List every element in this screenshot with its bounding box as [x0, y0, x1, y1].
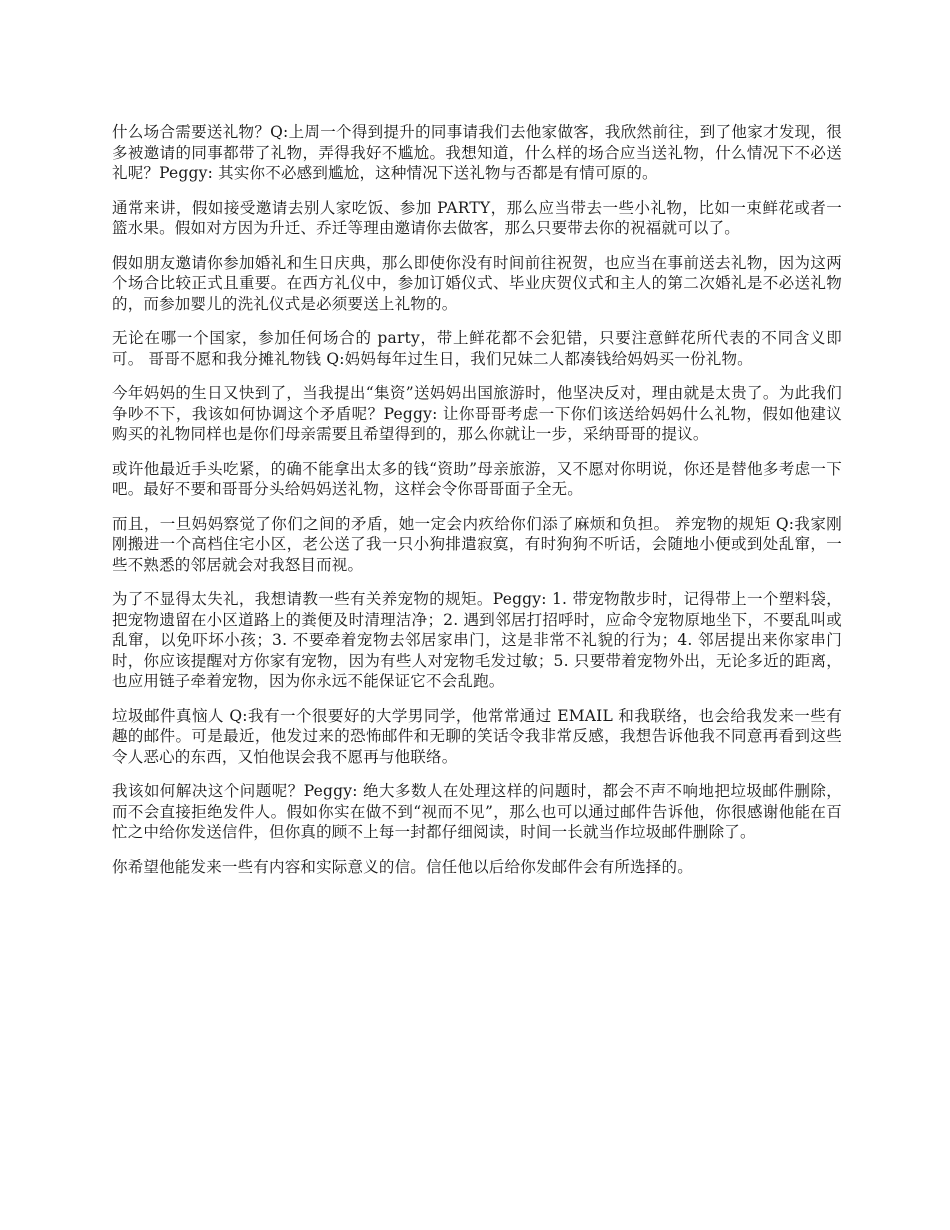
paragraph-3: 假如朋友邀请你参加婚礼和生日庆典，那么即使你没有时间前往祝贺，也应当在事前送去礼物，因为这两个场合比较正式且重要。在西方礼仪中，参加订婚仪式、毕业庆贺仪式和主人的第二次婚礼是不必送礼物的，而参加婴儿的洗礼仪式是必须要送上礼物的。: [112, 253, 842, 313]
paragraph-7: 而且，一旦妈妈察觉了你们之间的矛盾，她一定会内疚给你们添了麻烦和负担。 养宠物的规矩 Q:我家刚刚搬进一个高档住宅小区，老公送了我一只小狗排遣寂寞，有时狗狗不听话，会随地小便或到处乱窜，一些不熟悉的邻居就会对我怒目而视。: [112, 514, 842, 574]
paragraph-4: 无论在哪一个国家，参加任何场合的 party，带上鲜花都不会犯错，只要注意鲜花所代表的不同含义即可。 哥哥不愿和我分摊礼物钱 Q:妈妈每年过生日，我们兄妹二人都凑钱给妈妈买一份礼物。: [112, 329, 842, 368]
paragraph-8: 为了不显得太失礼，我想请教一些有关养宠物的规矩。Peggy: 1. 带宠物散步时，记得带上一个塑料袋，把宠物遗留在小区道路上的粪便及时清理洁净；2. 遇到邻居打招呼时，应命令宠物原地坐下，不要乱叫或乱窜，以免吓坏小孩；3. 不要牵着宠物去邻居家串门，这是非常不礼貌的行为；4. 邻居提出来你家串门时，你应该提醒对方你家有宠物，因为有些人对宠物毛发过敏；5. 只要带着宠物外出，无论多近的距离，也应用链子牵着宠物，因为你永远不能保证它不会乱跑。: [112, 590, 842, 690]
paragraph-6: 或许他最近手头吃紧，的确不能拿出太多的钱“资助”母亲旅游，又不愿对你明说，你还是替他多考虑一下吧。最好不要和哥哥分头给妈妈送礼物，这样会令你哥哥面子全无。: [112, 459, 842, 498]
paragraph-5: 今年妈妈的生日又快到了，当我提出“集资”送妈妈出国旅游时，他坚决反对，理由就是太贵了。为此我们争吵不下，我该如何协调这个矛盾呢？Peggy: 让你哥哥考虑一下你们该送给妈妈什么礼物，假如他建议购买的礼物同样也是你们母亲需要且希望得到的，那么你就让一步，采纳哥哥的提议。: [112, 384, 842, 443]
paragraph-11: 你希望他能发来一些有内容和实际意义的信。信任他以后给你发邮件会有所选择的。: [112, 857, 693, 876]
paragraph-2: 通常来讲，假如接受邀请去别人家吃饭、参加 PARTY，那么应当带去一些小礼物，比如一束鲜花或者一篮水果。假如对方因为升迁、乔迁等理由邀请你去做客，那么只要带去你的祝福就可以了。: [112, 198, 842, 237]
paragraph-10: 我该如何解决这个问题呢？Peggy: 绝大多数人在处理这样的问题时，都会不声不响地把垃圾邮件删除，而不会直接拒绝发件人。假如你实在做不到“视而不见”，那么也可以通过邮件告诉他，你很感谢他能在百忙之中给你发送信件，但你真的顾不上每一封都仔细阅读，时间一长就当作垃圾邮件删除了。: [112, 782, 842, 841]
paragraph-9: 垃圾邮件真恼人 Q:我有一个很要好的大学男同学，他常常通过 EMAIL 和我联络，也会给我发来一些有趣的邮件。可是最近，他发过来的恐怖邮件和无聊的笑话令我非常反感，我想告诉他我不同意再看到这些令人恶心的东西，又怕他误会我不愿再与他联络。: [112, 706, 842, 766]
document-page: [112, 122, 842, 891]
paragraph-1: 什么场合需要送礼物？Q:上周一个得到提升的同事请我们去他家做客，我欣然前往，到了他家才发现，很多被邀请的同事都带了礼物，弄得我好不尴尬。我想知道，什么样的场合应当送礼物，什么情况下不必送礼呢？Peggy: 其实你不必感到尴尬，这种情况下送礼物与否都是有情可原的。: [112, 123, 842, 182]
